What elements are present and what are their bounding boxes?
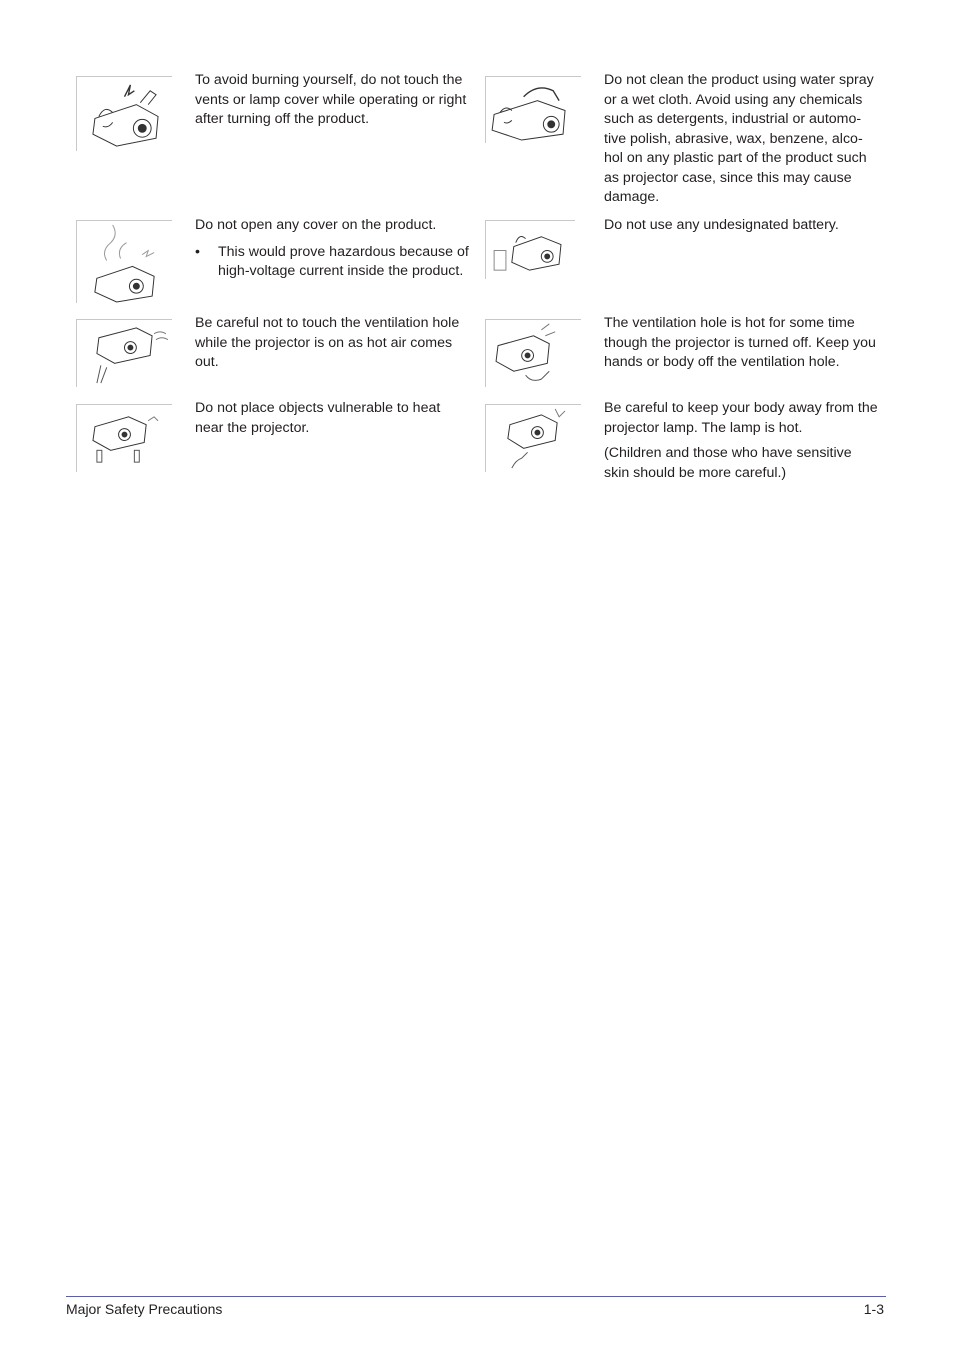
precaution-paragraph: Do not place objects vulnerable to heat near the projector.: [195, 400, 441, 436]
precaution-text-4: [604, 216, 879, 242]
precaution-paragraph: Do not open any cover on the product.: [195, 217, 437, 233]
heat-objects-illustration: [76, 404, 172, 472]
bullet-symbol: •: [195, 243, 200, 260]
precaution-text-3: [195, 216, 470, 282]
ventilation-hot-air-illustration: [76, 319, 172, 387]
precaution-paragraph: Be careful not to touch the ventilation hole while the projector is on as hot air comes out.: [195, 315, 460, 370]
bullet-text: This would prove hazardous because of high-voltage current inside the product.: [218, 243, 469, 279]
precaution-text-7: [195, 399, 470, 444]
precaution-text-1: [195, 71, 470, 136]
burn-warning-illustration: [76, 76, 172, 151]
precaution-paragraph: Do not use any undesignated battery.: [604, 217, 839, 233]
footer-page-number: 1-3: [863, 1301, 884, 1317]
battery-warning-illustration: [485, 220, 575, 279]
precaution-text-6: [604, 314, 879, 379]
precaution-paragraph: The ventilation hole is hot for some time though the projector is turned off. Keep you hands or body off the ventilation hole.: [604, 315, 876, 370]
cleaning-warning-illustration: [485, 76, 581, 143]
footer-divider: [66, 1296, 886, 1297]
precaution-paragraph: Do not clean the product using water spray or a wet cloth. Avoid using any chemicals such as detergents, industrial or automo-tive polish, abrasive, wax, benzene, alco-hol on any plastic part of the product such as projector case, since this may cause damage.: [604, 72, 874, 205]
lamp-hot-illustration: [485, 404, 581, 472]
precaution-paragraph: Be careful to keep your body away from the projector lamp. The lamp is hot.: [604, 400, 878, 436]
precaution-text-8: [604, 399, 879, 489]
footer-section-title: Major Safety Precautions: [66, 1301, 223, 1317]
precaution-paragraph: (Children and those who have sensitive skin should be more careful.): [604, 445, 852, 481]
bullet-item: [195, 243, 470, 282]
precaution-text-2: [604, 71, 879, 214]
ventilation-hole-hot-illustration: [485, 319, 581, 387]
open-cover-warning-illustration: [76, 220, 172, 303]
precaution-paragraph: To avoid burning yourself, do not touch the vents or lamp cover while operating or right after turning off the product.: [195, 72, 467, 127]
precaution-text-5: [195, 314, 470, 379]
